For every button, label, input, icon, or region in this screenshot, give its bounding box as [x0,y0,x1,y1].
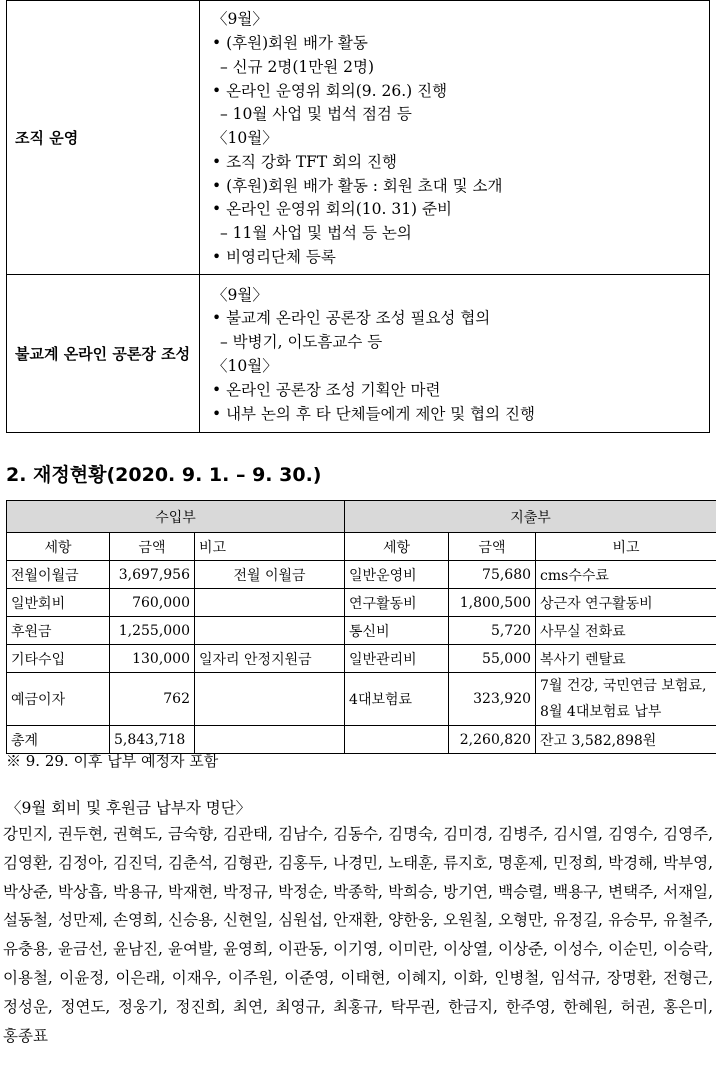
activity-line: • 온라인 운영위 회의(10. 31) 준비 [212,200,452,219]
in-amount: 1,255,000 [110,617,195,645]
out-note: 사무실 전화료 [536,617,716,645]
donor-list: 강민지, 권두현, 권혁도, 금숙향, 김관태, 김남수, 김동수, 김명숙, 김미경, 김병주, 김시열, 김영수, 김영주, 김영환, 김정아, 김진덕, 김춘석, 김형관, 김홍두, 나경민, 노태훈, 류지호, 명훈제, 민정희, 박경해, 박부영, 박상준, 박상흡, 박용규, 박재현, 박정규, 박정순, 박종학, 박희승, 방기연, 백승렬, 백용구, 변택주, 서재일, 설동철, 성만제, 손영희, 신승용, 신현일, 심원섭, 안재환, 양한웅, 오원칠, 오형만, 유정길, 유승무, 유철주, 유충용, 윤금선, 윤남진, 윤여발, 윤영희, 이관동, 이기영, 이미란, 이상열, 이상준, 이성수, 이순민, 이승락, 이용철, 이윤정, 이은래, 이재우, 이주원, 이준영, 이태현, 이혜지, 이화, 인병철, 임석규, 장명환, 전형근, 정성운, 정연도, 정웅기, 정진희, 최연, 최영규, 최홍규, 탁무권, 한금지, 한주영, 한혜원, 허권, 홍은미, 홍종표 [3,825,713,1045]
activity-line: – 박병기, 이도흠교수 등 [220,333,383,352]
activity-line: • 조직 강화 TFT 회의 진행 [212,152,397,171]
out-item: 일반관리비 [345,645,449,673]
table-row [7,617,716,645]
activity-table [6,0,710,433]
in-amount: 130,000 [110,645,195,673]
activity-line: – 10월 사업 및 법석 점검 등 [220,105,412,124]
in-item: 일반회비 [7,589,110,617]
table-row [7,645,716,673]
col-amount: 금액 [449,533,536,561]
out-note: 복사기 렌탈료 [536,645,716,673]
in-note [195,617,345,645]
activity-category: 조직 운영 [7,1,200,275]
expense-header: 지출부 [345,501,716,533]
in-item: 후원금 [7,617,110,645]
activity-line: • 비영리단체 등록 [212,248,336,267]
donors-title: 〈9월 회비 및 후원금 납부자 명단〉 [6,799,252,817]
out-amount: 2,260,820 [449,726,536,754]
out-amount: 55,000 [449,645,536,673]
out-item [345,726,449,754]
activity-line: 〈9월〉 [212,10,268,29]
in-note: 일자리 안정지원금 [195,645,345,673]
out-item: 일반운영비 [345,561,449,589]
out-amount: 5,720 [449,617,536,645]
col-item: 세항 [345,533,449,561]
activity-line: 〈10월〉 [212,129,278,148]
activity-line: • 내부 논의 후 타 단체들에게 제안 및 협의 진행 [212,404,536,423]
out-item: 4대보험료 [345,673,449,726]
activity-line: 〈9월〉 [212,285,268,304]
in-item: 전월이월금 [7,561,110,589]
out-item: 연구활동비 [345,589,449,617]
col-amount: 금액 [110,533,195,561]
finance-table [6,500,716,754]
activity-row-forum [7,275,710,433]
activity-line: • 불교계 온라인 공론장 조성 필요성 협의 [212,309,491,328]
in-note: 전월 이월금 [195,561,345,589]
out-amount: 75,680 [449,561,536,589]
table-row [7,589,716,617]
in-item: 예금이자 [7,673,110,726]
table-row [7,673,716,726]
activity-line: – 11월 사업 및 법석 등 논의 [220,224,412,243]
activity-line: – 신규 2명(1만원 2명) [220,57,375,76]
activity-line: • 온라인 운영위 회의(9. 26.) 진행 [212,81,448,100]
out-amount: 1,800,500 [449,589,536,617]
out-note: 7월 건강, 국민연금 보험료, 8월 4대보험료 납부 [536,673,716,726]
finance-column-row [7,533,716,561]
in-amount: 762 [110,673,195,726]
table-row [7,561,716,589]
col-note: 비고 [536,533,716,561]
activity-line: • 온라인 공론장 조성 기획안 마련 [212,380,441,399]
in-amount: 5,843,718 [110,726,195,754]
in-amount: 760,000 [110,589,195,617]
activity-line: 〈10월〉 [212,357,278,375]
section-title: 2. 재정현황(2020. 9. 1. – 9. 30.) [6,464,322,486]
activity-category: 불교계 온라인 공론장 조성 [7,275,200,433]
income-header: 수입부 [7,501,345,533]
activity-line: • (후원)회원 배가 활동 [212,33,368,52]
activity-content [200,275,710,433]
col-item: 세항 [7,533,110,561]
finance-note: ※ 9. 29. 이후 납부 예정자 포함 [6,752,219,770]
in-item: 기타수입 [7,645,110,673]
out-amount: 323,920 [449,673,536,726]
col-note: 비고 [195,533,345,561]
in-item: 총계 [7,726,110,754]
in-note [195,673,345,726]
out-note: 상근자 연구활동비 [536,589,716,617]
out-note: 잔고 3,582,898원 [536,726,716,754]
out-note: cms수수료 [536,561,716,589]
in-amount: 3,697,956 [110,561,195,589]
activity-row-org [7,1,710,275]
finance-header-row [7,501,716,533]
activity-line: • (후원)회원 배가 활동 : 회원 초대 및 소개 [212,176,503,195]
activity-content [200,1,710,275]
out-item: 통신비 [345,617,449,645]
in-note [195,589,345,617]
